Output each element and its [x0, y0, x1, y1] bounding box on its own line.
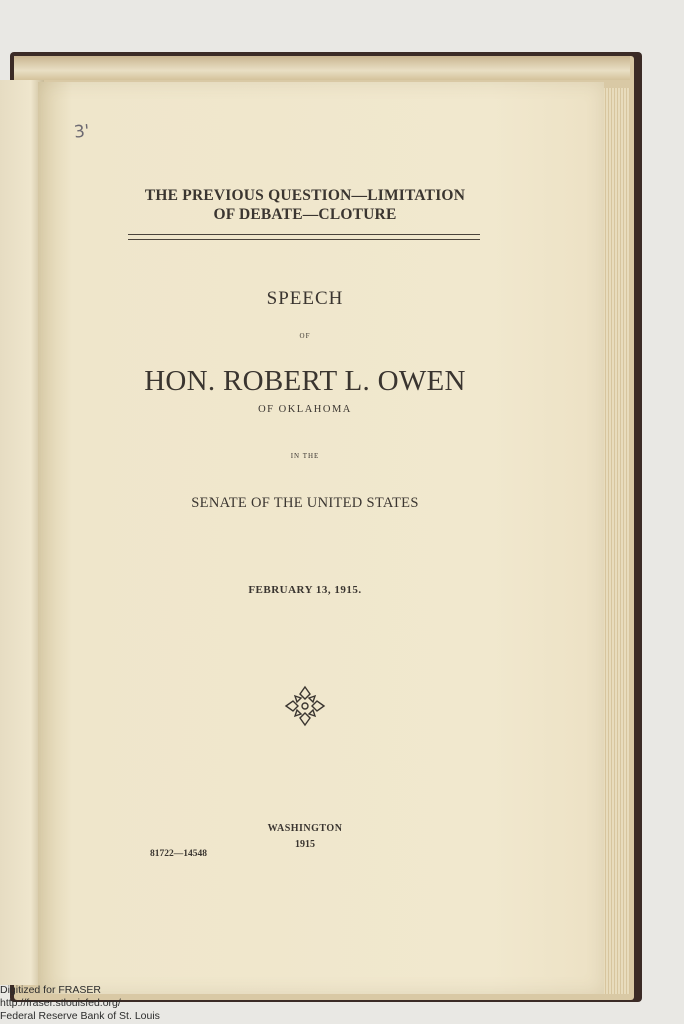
pencil-note: 3' [72, 121, 91, 143]
document-title [100, 186, 510, 224]
imprint-city: WASHINGTON [267, 823, 343, 834]
footer-line-1: Digitized for FRASER [0, 984, 101, 996]
page-top-edge [14, 56, 630, 80]
speech-label: SPEECH [266, 288, 344, 309]
speech-date: FEBRUARY 13, 1915. [248, 584, 362, 596]
title-line-1: THE PREVIOUS QUESTION—LIMITATION [144, 187, 466, 204]
printer-ornament-icon [283, 684, 327, 728]
of-label: OF [299, 332, 311, 340]
in-the-label: IN THE [290, 452, 320, 460]
speaker-name: HON. ROBERT L. OWEN [144, 365, 466, 397]
fraser-footer [0, 984, 160, 1023]
imprint-year: 1915 [295, 839, 315, 850]
title-divider [128, 234, 480, 240]
page-edges [600, 88, 630, 994]
print-code: 81722—14548 [150, 849, 207, 859]
title-line-2: OF DEBATE—CLOTURE [213, 206, 397, 223]
speaker-state: OF OKLAHOMA [258, 404, 352, 415]
venue: SENATE OF THE UNITED STATES [191, 495, 419, 511]
footer-line-3: Federal Reserve Bank of St. Louis [0, 1010, 160, 1022]
footer-line-2[interactable]: http://fraser.stlouisfed.org/ [0, 997, 121, 1009]
